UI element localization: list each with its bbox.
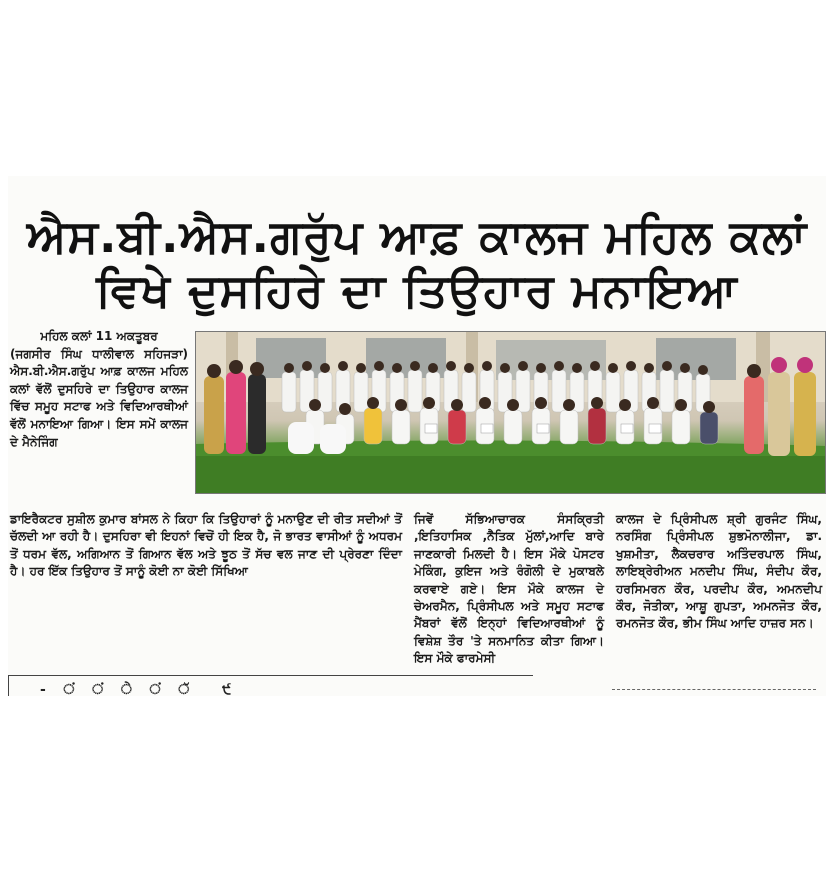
article-column-1: ਡਾਇਰੈਕਟਰ ਸੁਸ਼ੀਲ ਕੁਮਾਰ ਬਾਂਸਲ ਨੇ ਕਿਹਾ ਕਿ ਤਿਉਹਾਰਾਂ ਨੂੰ ਮਨਾਉਣ ਦੀ ਰੀਤ ਸਦੀਆਂ ਤੋਂ ਚੱਲਦੀ ਆ ਰਹੀ ਹੈ। ਦੁਸਹਿਰਾ ਵੀ ਇਹਨਾਂ ਵਿਚੋਂ ਹੀ ਇਕ ਹੈ, ਜੋ ਭਾਰਤ ਵਾਸੀਆਂ ਨੂੰ ਅਧਰਮ ਤੋਂ ਧਰਮ ਵੱਲ, ਅਗਿਆਨ ਤੋਂ ਗਿਆਨ ਵੱਲ ਅਤੇ ਝੂਠ ਤੋਂ ਸੱਚ ਵਲ ਜਾਣ ਦੀ ਪ੍ਰੇਰਣਾ ਦਿੰਦਾ ਹੈ। ਹਰ ਇੱਕ ਤਿਉਹਾਰ ਤੋਂ ਸਾਨੂੰ ਕੋਈ ਨਾ ਕੋਈ ਸਿੱਖਿਆ — [10, 512, 402, 579]
article-body — [10, 511, 822, 691]
headline-line-2: ਵਿਖੇ ਦੁਸਹਿਰੇ ਦਾ ਤਿਉਹਾਰ ਮਨਾਇਆ — [96, 263, 738, 317]
lead-paragraph: ਐਸ.ਬੀ.ਐਸ.ਗਰੁੱਪ ਆਫ਼ ਕਾਲਜ ਮਹਿਲ ਕਲਾਂ ਵੱਲੋਂ ਦੁਸਹਿਰੇ ਦਾ ਤਿਉਹਾਰ ਕਾਲਜ ਵਿੱਚ ਸਮੂਹ ਸਟਾਫ ਅਤੇ ਵਿਦਿਆਰਥੀਆਂ ਵੱਲੋਂ ਮਨਾਇਆ ਗਿਆ। ਇਸ ਸਮੇਂ ਕਾਲਜ ਦੇ ਮੈਨੇਜਿੰਗ — [10, 364, 188, 449]
byline: (ਜਗਸੀਰ ਸਿੰਘ ਧਾਲੀਵਾਲ ਸਹਿਜੜਾ) — [10, 346, 188, 361]
article-column-3: ਕਾਲਜ ਦੇ ਪ੍ਰਿੰਸੀਪਲ ਸ਼੍ਰੀ ਗੁਰਜੰਟ ਸਿੰਘ, ਨਰਸਿੰਗ ਪ੍ਰਿੰਸੀਪਲ ਸ਼ੁਭਮੋਨਾਲੀਜਾ, ਡਾ. ਖੁਸ਼ਮੀਤਾ, ਲੈਕਚਰਾਰ ਅਤਿੰਦਰਪਾਲ ਸਿੰਘ, ਲਾਇਬ੍ਰੇਰੀਅਨ ਮਨਦੀਪ ਸਿੰਘ, ਸੰਦੀਪ ਕੌਰ, ਹਰਸਿਮਰਨ ਕੌਰ, ਪਰਦੀਪ ਕੌਰ, ਅਮਨਦੀਪ ਕੌਰ, ਜੋਤੀਕਾ, ਆਸ਼ੂ ਗੁਪਤਾ, ਅਮਨਜੋਤ ਕੌਰ, ਰਮਨਜੋਤ ਕੌਰ, ਭੀਮ ਸਿੰਘ ਆਦਿ ਹਾਜ਼ਰ ਸਨ। — [616, 512, 822, 631]
dateline: ਮਹਿਲ ਕਲਾਂ 11 ਅਕਤੂਬਰ — [40, 329, 158, 343]
next-story-headline-fragment: - ਂ ਂ ੇ ਂ ੱ ੯ — [40, 682, 246, 698]
group-photo-illustration — [196, 332, 825, 493]
group-photo — [195, 331, 826, 494]
lead-column — [10, 328, 188, 451]
newspaper-clipping — [8, 176, 826, 696]
headline-line-1: ਐਸ.ਬੀ.ਐਸ.ਗਰੁੱਪ ਆਫ਼ ਕਾਲਜ ਮਹਿਲ ਕਲਾਂ — [26, 209, 808, 263]
article-column-2: ਜਿਵੇਂ ਸੱਭਿਆਚਾਰਕ ਸੰਸਕ੍ਰਿਤੀ ,ਇਤਿਹਾਸਿਕ ,ਨੈਤਿਕ ਮੁੱਲਾਂ,ਆਦਿ ਬਾਰੇ ਜਾਣਕਾਰੀ ਮਿਲਦੀ ਹੈ। ਇਸ ਮੌਕੇ ਪੋਸਟਰ ਮੇਕਿੰਗ, ਕੁਇਜ ਅਤੇ ਰੰਗੋਲੀ ਦੇ ਮੁਕਾਬਲੇ ਕਰਵਾਏ ਗਏ। ਇਸ ਮੌਕੇ ਕਾਲਜ ਦੇ ਚੇਅਰਮੈਨ, ਪ੍ਰਿੰਸੀਪਲ ਅਤੇ ਸਮੂਹ ਸਟਾਫ ਮੈਂਬਰਾਂ ਵੱਲੋਂ ਇਨ੍ਹਾਂ ਵਿਦਿਆਰਥੀਆਂ ਨੂੰ ਵਿਸ਼ੇਸ਼ ਤੌਰ 'ਤੇ ਸਨਮਾਨਿਤ ਕੀਤਾ ਗਿਆ। ਇਸ ਮੌਕੇ ਫਾਰਮੇਸੀ — [414, 512, 604, 666]
column-divider-line — [612, 689, 816, 690]
